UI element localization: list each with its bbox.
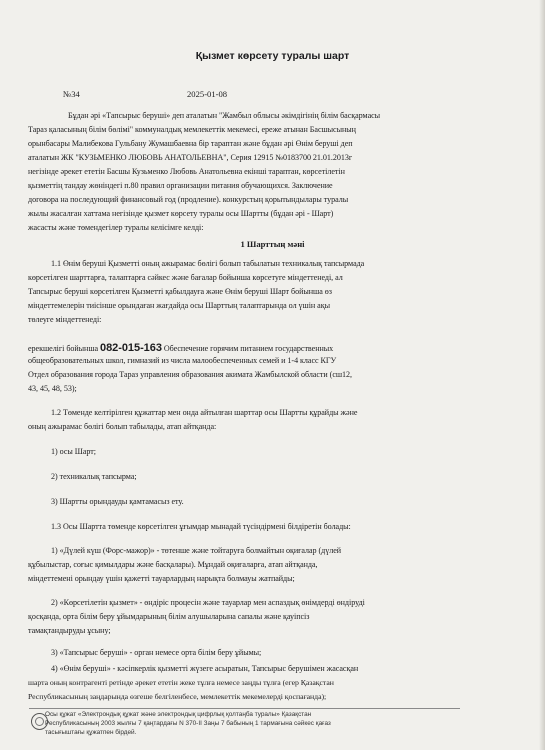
list-item: 1) осы Шарт; — [51, 447, 96, 456]
footer-line: Республикасының 2003 жылғы 7 қаңтардағы N 370-II Заңы 7 бабының 1 тармағына сәйкес қағаз — [45, 720, 331, 727]
clause-1-1-line: көрсетілген шарттарға, талаптарға сәйкес және бағалар бойынша көрсетуге міндеттенеді, ал — [28, 273, 343, 282]
intro-line: қызметтің тандау жөніндегі п.80 правил организации питания обучающихся. Заключение — [28, 181, 333, 190]
definition-line: тамақтандыруды ұсыну; — [28, 626, 111, 635]
intro-line: Тараз қаласының білім бөлімі" коммуналдық мемлекеттік мекемесі, ереже атынан Басшысының — [28, 125, 356, 134]
clause-1-1-line: Тапсырыс беруші көрсетілген Қызметті қабылдауға және Өнім беруші Шарт бойынша өз — [28, 287, 332, 296]
list-item: 3) Шартты орындауды қамтамасыз ету. — [51, 497, 184, 506]
definition-line: шарта оның контрагенті ретінде әрекет ететін жеке тұлға немесе заңды тұлға (егер Қазақстан — [28, 678, 334, 687]
footer-line: Осы құжат «Электрондық құжат және электрондық цифрлық қолтаңба туралы» Қазақстан — [45, 711, 312, 718]
contract-number: №34 — [63, 89, 80, 99]
document-title: Қызмет көрсету туралы шарт — [195, 50, 350, 62]
list-item: 2) техникалық тапсырма; — [51, 472, 137, 481]
section-heading: 1 Шарттың мәні — [240, 239, 305, 249]
clause-1-3: 1.3 Осы Шартта төменде көрсетілген ұғымдар мынадай түсіндірмені білдіретін болады: — [51, 522, 351, 531]
definition-line: 3) «Тапсырыс беруші» - орган немесе орта білім беру ұйымы; — [51, 648, 262, 657]
intro-line: договора на последующий финансовый год (продление). конкурстың қорытындылары туралы — [28, 195, 349, 204]
intro-line: негізінде әрекет ететін Басшы Кузьменко Любовь Анатольевна екінші тараптан, көрсетілетін — [28, 167, 345, 176]
intro-line: орынбасары Малибекова Гульбану Жумашбаевна бір тараптан және бұдан әрі Өнім беруші деп — [28, 139, 353, 148]
intro-line: аталатын ЖК "КУЗЬМЕНКО ЛЮБОВЬ АНАТОЛЬЕВНА", Серия 12915 №0183700 21.01.2013г — [28, 153, 353, 162]
lot-description: Обеспечение горячим питанием государственных — [163, 344, 334, 353]
definition-line: 4) «Өнім беруші» - кәсіпкерлік қызметті жүзеге асыратын, Тапсырыс берушімен жасасқан — [51, 664, 359, 673]
intro-line: Бұдан әрі «Тапсырыс беруші» деп аталатын "Жамбыл облысы әкімдігінің білім басқармасы — [68, 111, 381, 120]
definition-line: Республикасының заңдарында өзгеше белгіленбесе, мемлекеттік мекемелерді қоспағанда); — [28, 692, 327, 701]
definition-line: қосқанда, орта білім беру ұйымдарының білім алушыларына сапалы және қауіпсіз — [28, 612, 310, 621]
lot-line: Отдел образования города Тараз управления образования акимата Жамбылской области (сш12, — [28, 370, 353, 379]
definition-line: құбылыстар, соғыс қимылдары және басқалары). Мұндай оқиғаларға, атап айтқанда, — [28, 560, 318, 569]
intro-line: жылы жасалған хаттама негізінде қызмет көрсету туралы осы Шартты (бұдан әрі - Шарт) — [28, 209, 334, 218]
lot-line: общеобразовательных школ, гимназий из числа малообеспеченных семей и 1-4 класс КГУ — [28, 356, 337, 365]
clause-1-2-line: 1.2 Төменде келтірілген құжаттар мен онда айтылған шарттар осы Шартты құрайды және — [51, 408, 358, 417]
lot-line: 43, 45, 48, 53); — [28, 384, 77, 393]
definition-line: 2) «Көрсетілетін қызмет» - өндіріс процесін және тауарлар мен аспаздық өнімдерді өндіруді — [51, 598, 365, 607]
lot-number: 082-015-163 — [100, 342, 162, 354]
clause-1-1-line: 1.1 Өнім беруші Қызметті оның ажырамас бөлігі болып табылатын техникалық тапсырмада — [51, 259, 365, 268]
page-edge-shadow — [539, 0, 545, 750]
definition-line: 1) «Дүлей күш (Форс-мажор)» - төтенше және тойтаруға болмайтын оқиғалар (дүлей — [51, 546, 342, 555]
contract-date: 2025-01-08 — [187, 89, 228, 99]
lot-prefix: ерекшелігі бойынша — [28, 344, 99, 353]
footer-line: тасығыштағы құжатпен бірдей. — [45, 729, 137, 736]
clause-1-1-line: төлеуге міндеттенеді: — [28, 315, 102, 324]
intro-line: жасасты және төмендегілер туралы келісімге келді: — [28, 223, 204, 232]
definition-line: міндеттемені орындау үшін қажетті тауарлардың нарықта болмауы жатпайды; — [28, 574, 295, 583]
clause-1-2-line: оның ажырамас бөлігі болып табылады, атап айтқанда: — [28, 422, 217, 431]
lot-line — [28, 342, 333, 354]
clause-1-1-line: міндеттемелерін тиісінше орындаған жағдайда осы Шарттың талаптарында ол үшін ақы — [28, 301, 330, 310]
